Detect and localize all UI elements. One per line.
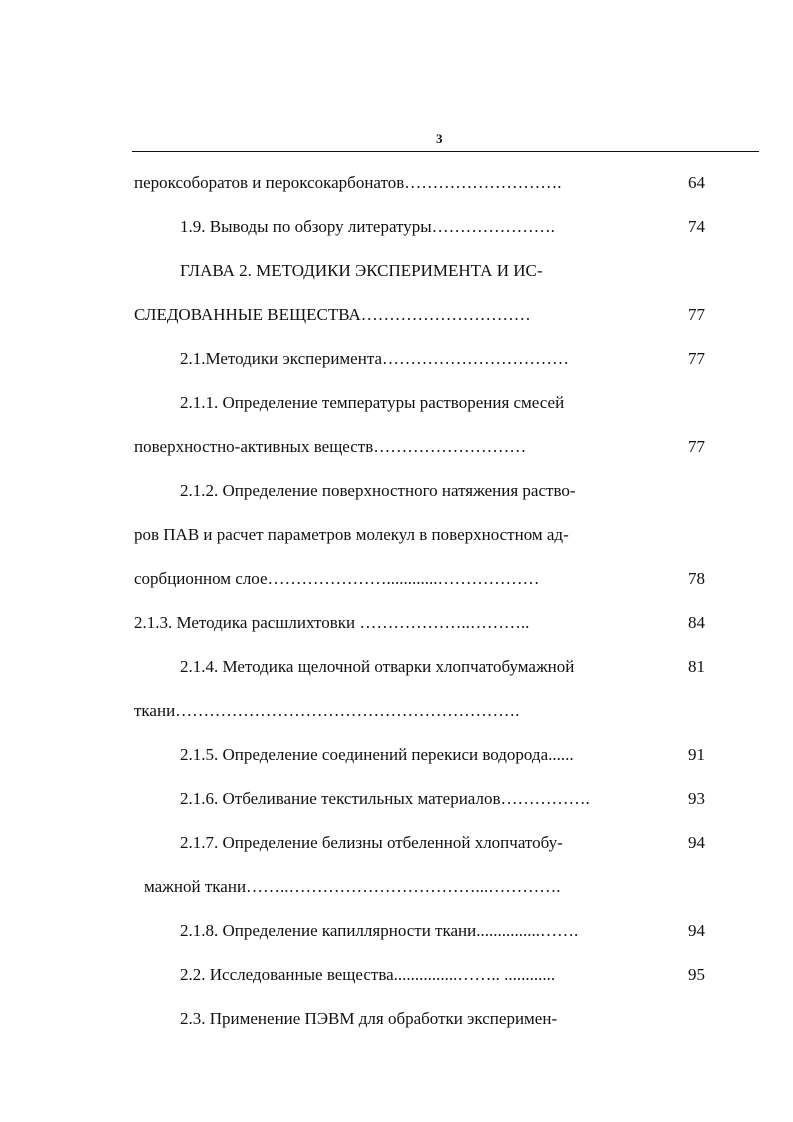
toc-line-1-text: пероксоборатов и пероксокарбонатов………………………. <box>134 173 562 192</box>
toc-line-9-text: ров ПАВ и расчет параметров молекул в поверхностном ад- <box>134 525 569 544</box>
toc-line-4-page: 77 <box>688 305 705 324</box>
toc-line-14-page: 91 <box>688 745 705 764</box>
toc-line-3-text: ГЛАВА 2. МЕТОДИКИ ЭКСПЕРИМЕНТА И ИС- <box>180 261 543 280</box>
page-number: 3 <box>436 131 443 146</box>
toc-line-11-page: 84 <box>688 613 705 632</box>
toc-line-1-page: 64 <box>688 173 705 192</box>
toc-line-13-text: ткани……………………………………………………. <box>134 701 520 720</box>
toc-line-18-page: 94 <box>688 921 705 940</box>
toc-line-10-page: 78 <box>688 569 705 588</box>
toc-line-15-text: 2.1.6. Отбеливание текстильных материалов……………. <box>180 789 590 808</box>
toc-line-16-page: 94 <box>688 833 705 852</box>
toc-line-4-text: СЛЕДОВАННЫЕ ВЕЩЕСТВА………………………… <box>134 305 531 324</box>
toc-line-5-text: 2.1.Методики эксперимента…………………………… <box>180 349 570 368</box>
toc-line-7-text: поверхностно-активных веществ……………………… <box>134 437 527 456</box>
toc-line-2-text: 1.9. Выводы по обзору литературы…………………. <box>180 217 555 236</box>
toc-line-7-page: 77 <box>688 437 705 456</box>
header-rule <box>132 151 759 152</box>
toc-line-19-page: 95 <box>688 965 705 984</box>
toc-line-18-text: 2.1.8. Определение капиллярности ткани...............……. <box>180 921 579 940</box>
toc-line-15-page: 93 <box>688 789 705 808</box>
toc-line-16-text: 2.1.7. Определение белизны отбеленной хлопчатобу- <box>180 833 563 852</box>
toc-line-6-text: 2.1.1. Определение температуры растворения смесей <box>180 393 565 412</box>
toc-line-8-text: 2.1.2. Определение поверхностного натяжения раство- <box>180 481 576 500</box>
toc-line-17-text: мажной ткани……..……………………………...…………. <box>144 877 561 896</box>
toc-line-5-page: 77 <box>688 349 705 368</box>
toc-line-20-text: 2.3. Применение ПЭВМ для обработки эксперимен- <box>180 1009 558 1028</box>
toc-line-12-text: 2.1.4. Методика щелочной отварки хлопчатобумажной <box>180 657 575 676</box>
toc-line-14-text: 2.1.5. Определение соединений перекиси водорода...... <box>180 745 574 764</box>
toc-line-11-text: 2.1.3. Методика расшлихтовки ………………..……….. <box>134 613 530 632</box>
toc-line-10-text: сорбционном слое…………………............……………… <box>134 569 540 588</box>
toc-line-2-page: 74 <box>688 217 705 236</box>
toc-line-12-page: 81 <box>688 657 705 676</box>
toc-line-19-text: 2.2. Исследованные вещества...............…….. ............ <box>180 965 556 984</box>
